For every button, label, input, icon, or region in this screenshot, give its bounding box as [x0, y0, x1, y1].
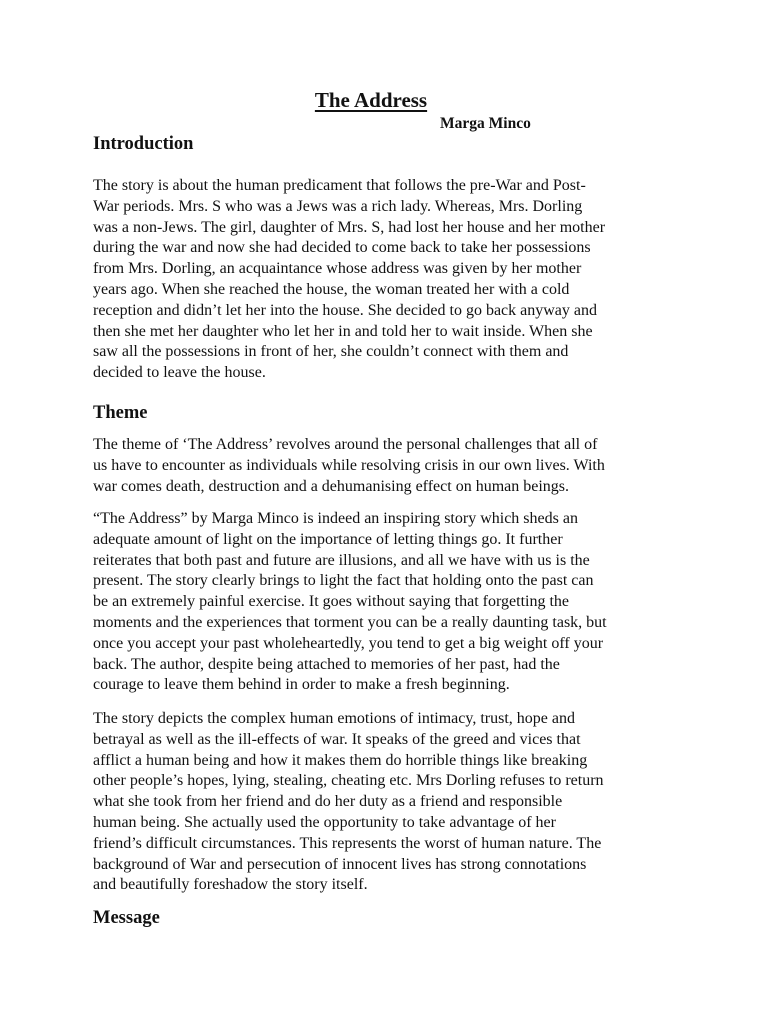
document-title: The Address	[314, 88, 428, 112]
document-author: Marga Minco	[440, 115, 531, 132]
theme-paragraph-1: The theme of ‘The Address’ revolves around the personal challenges that all of us have to encounter as individuals while resolving crisis in our own lives. With war comes death, destruction and a dehumanising effect on human beings.	[93, 436, 605, 495]
section-heading-introduction: Introduction	[93, 134, 194, 154]
introduction-paragraph: The story is about the human predicament that follows the pre-War and Post- War periods. Mrs. S who was a Jews was a rich lady. Whereas, Mrs. Dorling was a non-Jews. The girl, daughter of Mrs. S, had lost her house and her mother during the war and now she had decided to come back to take her possessions from Mrs. Dorling, an acquaintance whose address was given by her mother years ago. When she reached the house, the woman treated her with a cold reception and didn’t let her into the house. She decided to go back anyway and then she met her daughter who let her in and told her to wait inside. When she saw all the possessions in front of her, she couldn’t connect with them and decided to leave the house.	[93, 177, 606, 382]
section-heading-theme: Theme	[93, 403, 148, 423]
theme-paragraph-2: “The Address” by Marga Minco is indeed an inspiring story which sheds an adequate amount of light on the importance of letting things go. It further reiterates that both past and future are illusions, and all we have with us is the present. The story clearly brings to light the fact that holding onto the past can be an extremely painful exercise. It goes without saying that forgetting the moments and the experiences that torment you can be a really daunting task, but once you accept your past wholeheartedly, you tend to get a big weight off your back. The author, despite being attached to memories of her past, had the courage to leave them behind in order to make a fresh beginning.	[93, 510, 607, 694]
section-heading-message: Message	[93, 908, 160, 928]
theme-paragraph-3: The story depicts the complex human emotions of intimacy, trust, hope and betrayal as well as the ill-effects of war. It speaks of the greed and vices that afflict a human being and how it makes them do horrible things like breaking other people’s hopes, lying, stealing, cheating etc. Mrs Dorling refuses to return what she took from her friend and do her duty as a friend and responsible human being. She actually used the opportunity to take advantage of her friend’s difficult circumstances. This represents the worst of human nature. The background of War and persecution of innocent lives has strong connotations and beautifully foreshadow the story itself.	[93, 710, 604, 894]
